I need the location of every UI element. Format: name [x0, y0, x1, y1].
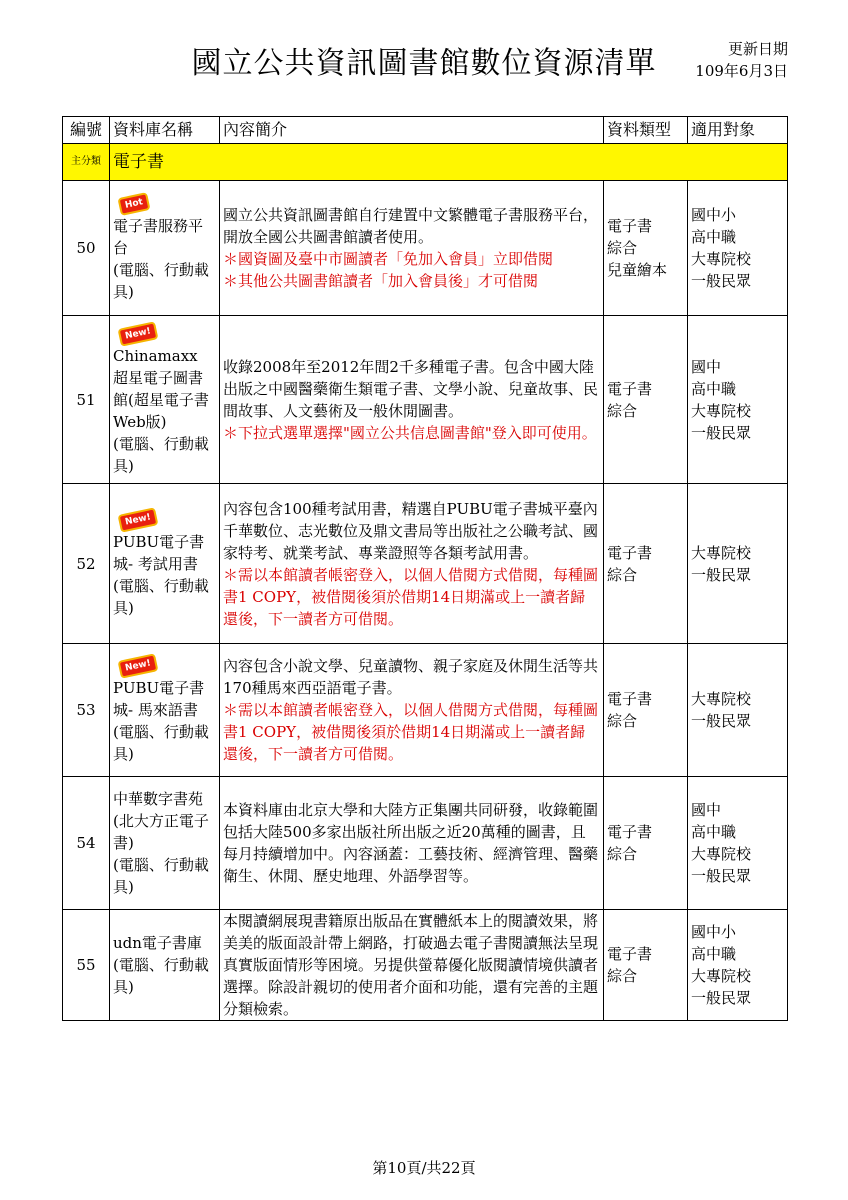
target-item: 高中職: [691, 379, 737, 398]
type-item: 綜合: [607, 401, 638, 420]
type-item: 兒童繪本: [607, 261, 668, 279]
type-item: 電子書: [607, 945, 653, 963]
description-text: 本閱讀網展現書籍原出版品在實體紙本上的閱讀效果，將美美的版面設計帶上網路，打破過去電子書閱讀無法呈現真實版面情形等困境。另提供螢幕優化版閱讀情境供讀者選擇。除設計親切的使用者介面和功能，還有完善的主題分類檢索。: [223, 912, 599, 1018]
update-info: [695, 38, 788, 82]
target-item: 高中職: [691, 823, 737, 841]
new-badge-icon: New!: [118, 321, 159, 347]
target-item: 大專院校: [691, 401, 752, 420]
database-name: Chinamaxx 超星電子圖書館(超星電子書Web版) (電腦、行動載具): [113, 346, 209, 475]
database-cell: [110, 316, 220, 484]
col-header-db: 資料庫名稱: [110, 117, 220, 144]
col-header-desc: 內容簡介: [220, 117, 604, 144]
section-row: [63, 144, 788, 181]
page-title: 國立公共資訊圖書館數位資源清單: [191, 46, 657, 81]
type-cell: [604, 484, 688, 644]
target-cell: [688, 777, 788, 910]
description-text: 本資料庫由北京大學和大陸方正集團共同研發，收錄範圍包括大陸500多家出版社所出版之近20萬種的圖書，且每月持續增加中。內容涵蓋：工藝技術、經濟管理、醫藥衛生、休閒、歷史地理、外語學習等。: [223, 801, 599, 885]
description-text: 國立公共資訊圖書館自行建置中文繁體電子書服務平台，開放全國公共圖書館讀者使用。: [223, 206, 599, 246]
table-row: [63, 910, 788, 1021]
header-row: [63, 117, 788, 144]
description-text: 內容包含小說文學、兒童讀物、親子家庭及休閒生活等共170種馬來西亞語電子書。: [223, 657, 599, 697]
target-item: 一般民眾: [691, 272, 752, 290]
target-item: 一般民眾: [691, 867, 752, 885]
database-name: PUBU電子書城- 馬來語書 (電腦、行動載具): [113, 679, 209, 763]
type-item: 綜合: [607, 712, 638, 730]
type-item: 電子書: [607, 379, 653, 398]
database-cell: [110, 910, 220, 1021]
type-item: 電子書: [607, 823, 653, 841]
type-item: 電子書: [607, 690, 653, 708]
database-name: 電子書服務平台 (電腦、行動載具): [113, 217, 209, 301]
row-number: 52: [63, 484, 110, 644]
description-cell: [220, 316, 604, 484]
new-badge-icon: New!: [118, 653, 159, 679]
database-cell: [110, 181, 220, 316]
database-name: 中華數字書苑(北大方正電子書) (電腦、行動載具): [113, 790, 209, 896]
target-item: 國中小: [691, 923, 737, 941]
target-cell: [688, 484, 788, 644]
type-item: 綜合: [607, 239, 638, 257]
database-cell: [110, 644, 220, 777]
target-cell: [688, 316, 788, 484]
type-cell: [604, 181, 688, 316]
description-cell: [220, 484, 604, 644]
section-name: 電子書: [110, 144, 788, 181]
target-item: 一般民眾: [691, 423, 752, 442]
table-row: [63, 316, 788, 484]
target-item: 一般民眾: [691, 565, 752, 584]
type-item: 電子書: [607, 217, 653, 235]
target-item: 高中職: [691, 228, 737, 246]
description-note: ＊需以本館讀者帳密登入，以個人借閱方式借閱，每種圖書1 COPY，被借閱後須於借期14日期滿或上一讀者歸還後，下一讀者方可借閱。: [223, 565, 599, 628]
row-number: 54: [63, 777, 110, 910]
table-row: [63, 777, 788, 910]
description-note: ＊需以本館讀者帳密登入，以個人借閱方式借閱，每種圖書1 COPY，被借閱後須於借期14日期滿或上一讀者歸還後，下一讀者方可借閱。: [223, 701, 599, 763]
section-tag: 主分類: [63, 144, 110, 181]
row-number: 50: [63, 181, 110, 316]
type-item: 綜合: [607, 967, 638, 985]
type-item: 綜合: [607, 845, 638, 863]
target-item: 大專院校: [691, 967, 752, 985]
description-note: ＊國資圖及臺中市圖讀者「免加入會員」立即借閱: [223, 250, 554, 268]
target-item: 高中職: [691, 945, 737, 963]
target-item: 國中小: [691, 206, 737, 224]
type-cell: [604, 910, 688, 1021]
page-number: 第10頁/共22頁: [372, 1159, 476, 1177]
description-text: 內容包含100種考試用書，精選自PUBU電子書城平臺內千華數位、志光數位及鼎文書局等出版社之公職考試、國家特考、就業考試、專業證照等各類考試用書。: [223, 499, 599, 562]
new-badge-icon: New!: [118, 507, 159, 533]
target-cell: [688, 910, 788, 1021]
description-cell: [220, 777, 604, 910]
col-header-no: 編號: [63, 117, 110, 144]
table-row: [63, 644, 788, 777]
table-row: [63, 484, 788, 644]
target-item: 大專院校: [691, 250, 752, 268]
target-item: 一般民眾: [691, 989, 752, 1007]
update-label: 更新日期: [727, 40, 788, 58]
type-cell: [604, 644, 688, 777]
row-number: 55: [63, 910, 110, 1021]
target-item: 大專院校: [691, 690, 752, 708]
col-header-target: 適用對象: [688, 117, 788, 144]
database-cell: [110, 484, 220, 644]
description-cell: [220, 644, 604, 777]
type-item: 電子書: [607, 543, 653, 562]
update-date: 109年6月3日: [695, 62, 788, 80]
row-number: 53: [63, 644, 110, 777]
database-name: PUBU電子書城- 考試用書 (電腦、行動載具): [113, 532, 209, 617]
description-note: ＊下拉式選單選擇"國立公共信息圖書館"登入即可使用。: [223, 423, 597, 442]
target-item: 國中: [691, 357, 722, 376]
description-text: 收錄2008年至2012年間2千多種電子書。包含中國大陸出版之中國醫藥衛生類電子書、文學小說、兒童故事、民間故事、人文藝術及一般休閒圖書。: [223, 357, 599, 420]
target-item: 大專院校: [691, 543, 752, 562]
description-note: ＊其他公共圖書館讀者「加入會員後」才可借閱: [223, 272, 539, 290]
database-name: udn電子書庫 (電腦、行動載具): [113, 934, 209, 996]
target-cell: [688, 644, 788, 777]
target-item: 國中: [691, 801, 722, 819]
database-cell: [110, 777, 220, 910]
type-cell: [604, 316, 688, 484]
type-item: 綜合: [607, 565, 638, 584]
type-cell: [604, 777, 688, 910]
col-header-type: 資料類型: [604, 117, 688, 144]
row-number: 51: [63, 316, 110, 484]
hot-badge-icon: Hot: [117, 192, 150, 216]
description-cell: [220, 910, 604, 1021]
target-cell: [688, 181, 788, 316]
table-row: [63, 181, 788, 316]
resource-table: [62, 116, 788, 1021]
target-item: 一般民眾: [691, 712, 752, 730]
description-cell: [220, 181, 604, 316]
target-item: 大專院校: [691, 845, 752, 863]
